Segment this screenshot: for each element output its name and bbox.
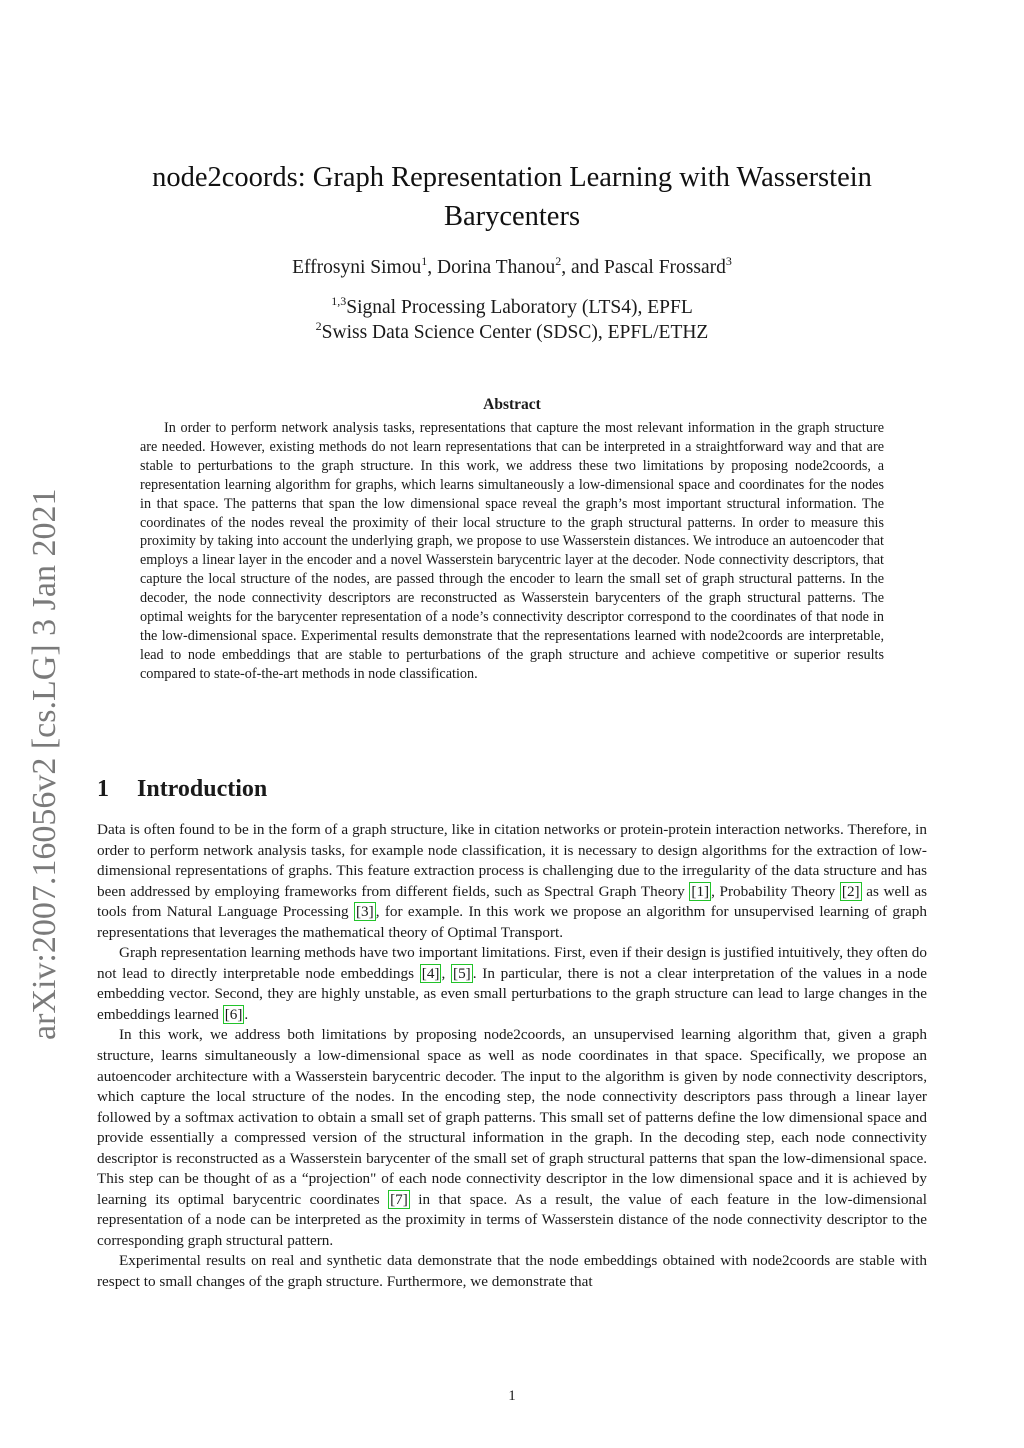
section-number: 1 [97,776,109,802]
affiliation-text: Signal Processing Laboratory (LTS4), EPFL [346,297,693,318]
abstract-text: In order to perform network analysis tasks, representations that capture the most relevant information in the graph structure are needed. However, existing methods do not learn representations that can be interpreted in a straightforward way and that are stable to perturbations to the graph structure. In this work, we address these two limitations by proposing node2coords, a representation learning algorithm for graphs, which learns simultaneously a low-dimensional space and coordinates for the nodes in that space. The patterns that span the low dimensional space reveal the graph’s most important structural information. The coordinates of the nodes reveal the proximity of their local structure to the graph structural patterns. In order to measure this proximity by taking into account the underlying graph, we propose to use Wasserstein distances. We introduce an autoencoder that employs a linear layer in the encoder and a novel Wasserstein barycentric layer at the decoder. Node connectivity descriptors, that capture the local structure of the nodes, are passed through the encoder to learn the small set of graph structural patterns. In the decoder, the node connectivity descriptors are reconstructed as Wasserstein barycenters of the graph structural patterns. The optimal weights for the barycenter representation of a node’s connectivity descriptor correspond to the coordinates of that node in the low-dimensional space. Experimental results demonstrate that the representations learned with node2coords are interpretable, lead to node embeddings that are stable to perturbations of the graph structure and achieve competitive or superior results compared to state-of-the-art methods in node classification. [140,420,884,682]
author-affiliation-mark: 2 [555,254,562,268]
body-text: Experimental results on real and synthetic data demonstrate that the node embeddings obtained with node2coords are stable with respect to small changes of the graph structure. Furthermore, we demonstrate that [97,1252,927,1291]
body-text: Graph representation learning methods have two important limitations. First, even if their design is justified intuitively, they often do not lead to directly interpretable node embeddings [97,944,927,982]
abstract-heading: Abstract [483,396,541,413]
arxiv-identifier: arXiv:2007.16056v2 [cs.LG] 3 Jan 2021 [26,488,63,1040]
affiliation-line [110,320,914,345]
citation-link[interactable]: [4] [421,964,440,982]
introduction-body [97,820,927,1293]
author-list [110,255,914,281]
author-affiliation-mark: 3 [725,254,732,268]
affiliation-mark: 2 [315,319,322,333]
affiliation-mark: 1,3 [331,294,347,308]
body-text: in that space. As a result, the value of each feature in the low-dimensional representation of a node can be interpreted as the proximity in terms of Wasserstein distance of the node connectivity descriptor to the corresponding graph structural pattern. [97,1190,927,1249]
body-paragraph [97,1251,927,1292]
citation-link[interactable]: [1] [691,882,710,900]
affiliation-text: Swiss Data Science Center (SDSC), EPFL/ETHZ [321,322,709,343]
page-number: 1 [508,1388,516,1404]
author-separator: , [427,257,437,278]
affiliation-line [110,295,914,320]
body-text: , for example. In this work we propose an algorithm for unsupervised learning of graph representations that leverages the mathematical theory of Optimal Transport. [97,903,927,941]
author-name: Pascal Frossard [604,257,726,278]
citation-link[interactable]: [3] [355,903,374,921]
affiliations [110,295,914,345]
author-affiliation-mark: 1 [421,254,428,268]
citation-link[interactable]: [5] [453,964,471,982]
body-paragraph [97,820,927,943]
body-text: . In particular, there is not a clear interpretation of the values in a node embedding vector. Second, they are highly unstable, as even small perturbations to the graph structure can lead to large changes in the embeddings learned [97,964,928,1023]
section-title: Introduction [137,776,268,802]
body-text: as well as tools from Natural Language Processing [97,882,927,921]
author-name: Effrosyni Simou [292,257,422,278]
section-heading [97,776,267,803]
paper-title: node2coords: Graph Representation Learning with Wasserstein Barycenters [152,162,872,232]
body-text: , [441,964,452,982]
citation-link[interactable]: [6] [224,1005,243,1023]
citation-link[interactable]: [7] [390,1190,408,1208]
author-separator: , and [561,257,605,278]
body-text: , Probability Theory [711,882,840,900]
body-text: . [244,1005,249,1023]
citation-link[interactable]: [2] [841,882,860,900]
body-text: In this work, we address both limitations by proposing node2coords, an unsupervised learning algorithm that, given a graph structure, learns simultaneously a low-dimensional space as well as node coordinates in that space. Specifically, we propose an autoencoder architecture with a Wasserstein barycentric decoder. The input to the algorithm is given by node connectivity descriptors, which capture the local structure of the nodes. In the encoding step, the node connectivity descriptors pass through a linear layer followed by a softmax activation to obtain a small set of graph patterns. This small set of patterns define the low dimensional space and provide essentially a compressed version of the structural information in the graph. In the decoding step, each node connectivity descriptor is reconstructed as a Wasserstein barycenter of the small set of graph structural patterns that span the low-dimensional space. This step can be thought of as a “projection" of each node connectivity descriptor in the low dimensional space and it is achieved by learning its optimal barycentric coordinates [97,1026,927,1208]
author-name: Dorina Thanou [436,257,556,278]
body-paragraph [97,943,927,1025]
body-text: Data is often found to be in the form of a graph structure, like in citation networks or protein-protein interaction networks. Therefore, in order to perform network analysis tasks, for example node classification, it is necessary to design algorithms for the extraction of low-dimensional representations of graphs. This feature extraction process is challenging due to the irregularity of the data structure and has been addressed by employing frameworks from different fields, such as Spectral Graph Theory [97,821,927,900]
body-paragraph [97,1025,927,1251]
